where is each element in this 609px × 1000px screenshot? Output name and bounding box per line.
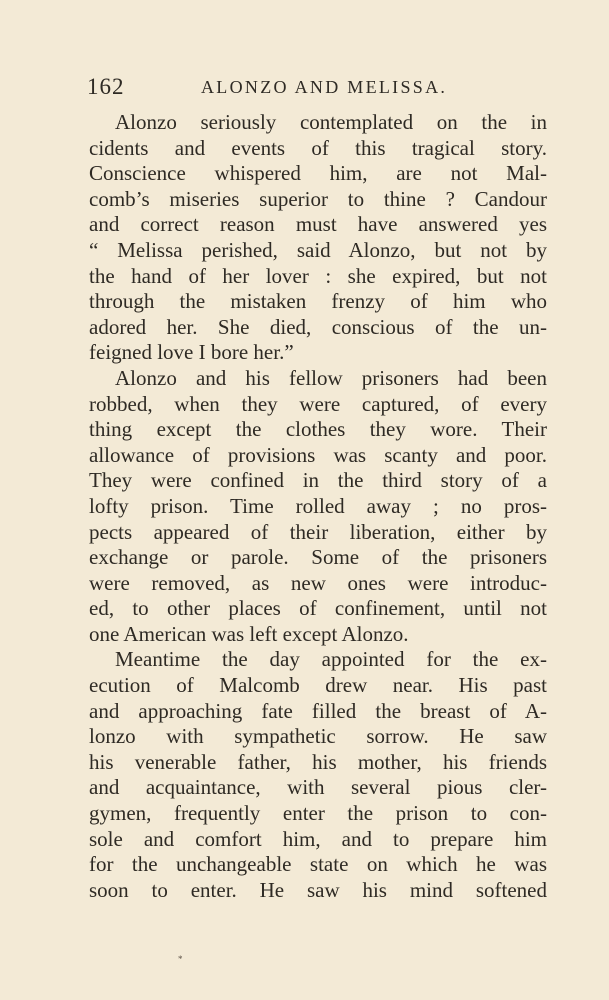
text-line: lofty prison. Time rolled away ; no pros- — [89, 493, 547, 518]
text-line: They were confined in the third story of a — [89, 468, 547, 493]
text-line: exchange or parole. Some of the prisoners — [89, 545, 547, 570]
text-line: and correct reason must have answered yes — [89, 212, 547, 237]
text-line: robbed, when they were captured, of every — [89, 391, 547, 416]
text-line: cidents and events of this tragical story. — [89, 135, 547, 160]
text-line: ed, to other places of confinement, until not — [89, 596, 547, 621]
text-line: Conscience whispered him, are not Mal- — [89, 161, 547, 186]
text-line: thing except the clothes they wore. Their — [89, 417, 547, 442]
text-line: sole and comfort him, and to prepare him — [89, 826, 547, 851]
text-line: soon to enter. He saw his mind softened — [89, 877, 547, 902]
text-line: “ Melissa perished, said Alonzo, but not by — [89, 237, 547, 262]
body-text — [89, 110, 547, 903]
text-line: for the unchangeable state on which he was — [89, 852, 547, 877]
text-line: ecution of Malcomb drew near. His past — [89, 673, 547, 698]
text-line: one American was left except Alonzo. — [89, 621, 409, 646]
text-line: gymen, frequently enter the prison to con- — [89, 801, 547, 826]
text-line: his venerable father, his mother, his friends — [89, 749, 547, 774]
text-line: feigned love I bore her.” — [89, 340, 294, 365]
text-line: Alonzo and his fellow prisoners had been — [115, 365, 547, 390]
running-head: ALONZO AND MELISSA. — [201, 77, 448, 97]
text-line: and approaching fate filled the breast of A- — [89, 698, 547, 723]
text-line: were removed, as new ones were introduc- — [89, 570, 547, 595]
text-line: the hand of her lover : she expired, but not — [89, 263, 547, 288]
page-header — [87, 74, 547, 102]
text-line: comb’s miseries superior to thine ? Candour — [89, 186, 547, 211]
text-line: pects appeared of their liberation, either by — [89, 519, 547, 544]
text-line: Meantime the day appointed for the ex- — [115, 647, 547, 672]
text-line: lonzo with sympathetic sorrow. He saw — [89, 724, 547, 749]
text-line: adored her. She died, conscious of the un- — [89, 314, 547, 339]
page-mark: * — [178, 954, 183, 964]
page-number: 162 — [87, 74, 125, 99]
text-line: and acquaintance, with several pious cler- — [89, 775, 547, 800]
text-line: through the mistaken frenzy of him who — [89, 289, 547, 314]
text-line: allowance of provisions was scanty and poor. — [89, 442, 547, 467]
text-line: Alonzo seriously contemplated on the in — [115, 110, 547, 134]
